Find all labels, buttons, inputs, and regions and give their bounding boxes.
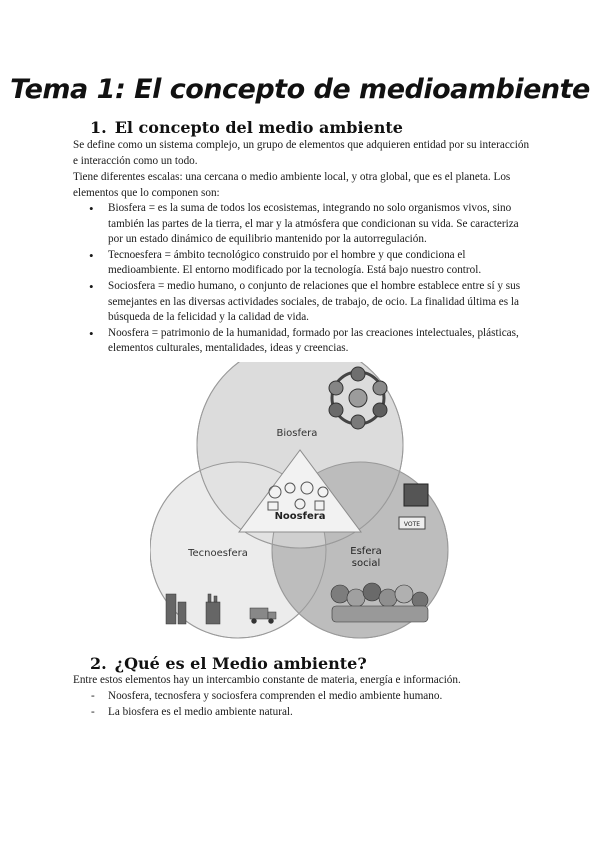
section-2-title: ¿Qué es el Medio ambiente? [114, 654, 367, 673]
tecnoesfera-label: Tecnoesfera [188, 548, 248, 559]
page-title: Tema 1: El concepto de medioambiente [10, 74, 590, 105]
list-item-biosfera: • Biosfera = es la suma de todos los ecosistemas, integrando no solo organismos vivos, sino también las partes de la tierra, el mar y la atmósfera que condicionan su vida. Se caracteriza por un estado dinámico de equilibrio mantenido por la autorregulación. [88, 201, 530, 248]
list-item-human-environment: - Noosfera, tecnosfera y sociosfera comprenden el medio ambiente humano. [88, 689, 528, 705]
section-2-number: 2. [90, 654, 107, 673]
biosfera-label: Biosfera [276, 428, 318, 439]
list-item-noosfera: • Noosfera = patrimonio de la humanidad, formado por las creaciones intelectuales, plásticas, elementos culturales, mentalidades, ideas y creencias. [88, 326, 530, 357]
section-1-scales: Tiene diferentes escalas: una cercana o medio ambiente local, y otra global, que es el planeta. Los elementos que lo componen son: [73, 171, 511, 199]
venn-diagram [150, 362, 450, 642]
esfera-social-label-1: Esfera [350, 546, 382, 557]
environment-list [88, 689, 528, 720]
noosfera-label: Noosfera [274, 511, 326, 522]
list-item-sociosfera: • Sociosfera = medio humano, o conjunto de relaciones que el hombre establece entre sí y sus semejantes en las diversas actividades sociales, de trabajo, de ocio. La finalidad última es la búsqueda de la felicidad y la calidad de vida. [88, 279, 530, 326]
section-1-number: 1. [90, 118, 107, 137]
section-1-intro: Se define como un sistema complejo, un grupo de elementos que adquieren entidad por su interacción e interacción como un todo. [73, 139, 530, 167]
elements-list [88, 201, 530, 357]
esfera-social-label-2: social [351, 558, 381, 569]
section-2-heading [90, 654, 367, 673]
list-item-natural-environment: - La biosfera es el medio ambiente natural. [88, 705, 528, 721]
section-1-heading [90, 118, 403, 137]
section-1-title: El concepto del medio ambiente [114, 118, 403, 137]
list-item-tecnoesfera: • Tecnoesfera = ámbito tecnológico construido por el hombre y que condiciona el medioambiente. El entorno modificado por la tecnología. Está bajo nuestro control. [88, 248, 530, 279]
vote-sign: VOTE [403, 521, 421, 528]
section-2-intro: Entre estos elementos hay un intercambio constante de materia, energía e información. [73, 674, 461, 686]
